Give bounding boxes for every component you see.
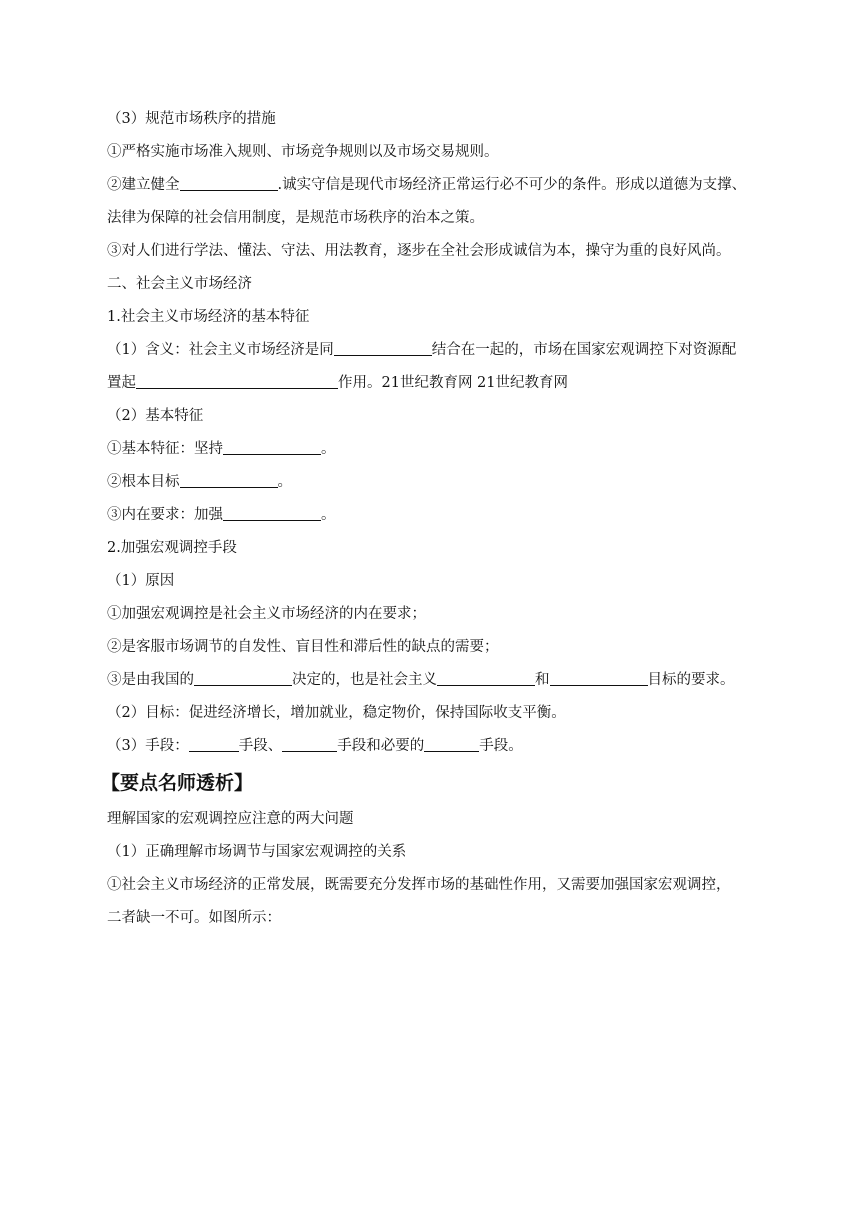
fill-blank[interactable] [550,670,648,686]
analysis-heading: 【要点名师透析】 [101,772,254,794]
fill-blank[interactable] [282,736,337,752]
fill-blank[interactable] [223,439,321,455]
measure-item-2-cont: 法律为保障的社会信用制度，是规范市场秩序的治本之策。 [107,210,484,226]
fill-blank[interactable] [189,736,239,752]
fill-blank[interactable] [424,736,479,752]
features-title: （2）基本特征 [107,408,204,424]
fill-blank[interactable] [180,175,278,191]
analysis-point-1: （1）正确理解市场调节与国家宏观调控的关系 [107,844,407,860]
definition-line-2: 置起 作用。21世纪教育网 21世纪教育网 [107,375,569,391]
measure-item-1: ①严格实施市场准入规则、市场竞争规则以及市场交易规则。 [107,144,499,160]
measure-item-3: ③对人们进行学法、懂法、守法、用法教育，逐步在全社会形成诚信为本，操守为重的良好风尚。 [107,243,731,259]
feature-1: ①基本特征：坚持 。 [107,441,336,457]
fill-blank[interactable] [194,670,292,686]
reason-1: ①加强宏观调控是社会主义市场经济的内在要求； [107,606,426,622]
analysis-intro: 理解国家的宏观调控应注意的两大问题 [107,811,354,827]
fill-blank[interactable] [223,505,321,521]
goal-line: （2）目标：促进经济增长，增加就业，稳定物价，保持国际收支平衡。 [107,705,566,721]
means-line: （3）手段： 手段、 手段和必要的 手段。 [107,738,523,754]
analysis-para-line-1: ①社会主义市场经济的正常发展，既需要充分发挥市场的基础性作用，又需要加强国家宏观调控， [107,877,731,893]
reason-title: （1）原因 [107,573,175,589]
fill-blank[interactable] [437,670,535,686]
measure-item-2: ②建立健全 .诚实守信是现代市场经济正常运行必不可少的条件。形成以道德为支撑、 [107,177,747,193]
sub-title-1: 1.社会主义市场经济的基本特征 [107,309,310,325]
analysis-para-line-2: 二者缺一不可。如图所示： [107,910,281,926]
feature-3: ③内在要求：加强 。 [107,507,336,523]
fill-blank[interactable] [334,340,432,356]
document-page [101,103,767,935]
fill-blank[interactable] [180,472,278,488]
fill-blank[interactable] [136,373,338,389]
sub-title-2: 2.加强宏观调控手段 [107,540,237,556]
reason-3: ③是由我国的 决定的，也是社会主义 和 目标的要求。 [107,672,735,688]
feature-2: ②根本目标 。 [107,474,292,490]
definition-line-1: （1）含义：社会主义市场经济是同 结合在一起的，市场在国家宏观调控下对资源配 [107,342,737,358]
reason-2: ②是客服市场调节的自发性、盲目性和滞后性的缺点的需要； [107,639,499,655]
part-title: 二、社会主义市场经济 [107,276,252,292]
section-title: （3）规范市场秩序的措施 [107,111,276,127]
